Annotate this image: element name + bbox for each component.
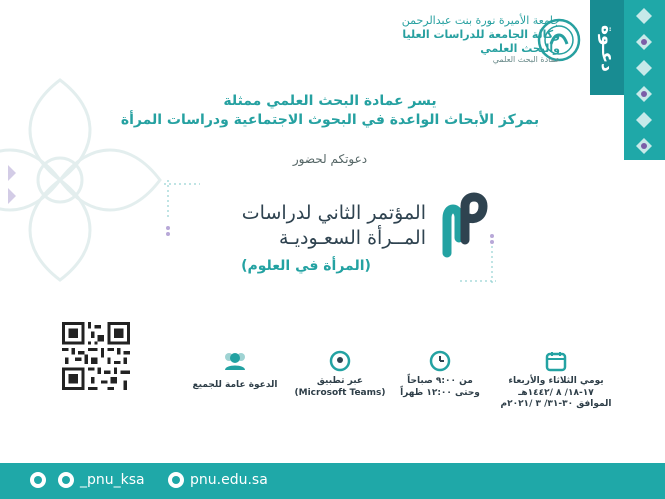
date-line2: ١٧-١٨/ ٨ /١٤٤٢هـ [518, 387, 594, 398]
calendar-icon [545, 350, 567, 372]
time-info [395, 350, 485, 399]
footer-bar [0, 463, 665, 499]
invitation-banner [590, 0, 624, 95]
conference-logo [437, 188, 497, 258]
audience-text: الدعوة عامة للجميع [192, 380, 278, 390]
globe-icon [168, 472, 184, 488]
clock-icon [429, 350, 451, 372]
platform-line2: (Microsoft Teams) [294, 387, 386, 398]
social-handle: _pnu_ksa [80, 472, 145, 488]
social-icon [58, 472, 74, 488]
conference-subtitle: (المرأة في العلوم) [241, 258, 371, 274]
at-icon [30, 472, 46, 488]
decorative-strip [624, 0, 665, 160]
university-line4: عمادة البحث العلمي [492, 55, 560, 65]
footer-website[interactable] [168, 472, 268, 488]
university-line1: جامعة الأميرة نورة بنت عبدالرحمن [401, 14, 560, 27]
invitation-word: دعـوة [597, 24, 617, 72]
date-line1: يومي الثلاثاء والأربعاء [508, 376, 604, 386]
university-name [360, 14, 560, 65]
platform-line1: عبر تطبيق [316, 376, 364, 386]
university-line2: وكالة الجامعة للدراسات العليا [402, 27, 560, 41]
intro-line2: بمركز الأبحاث الواعدة في البحوث الاجتماعية ودراسات المرأة [120, 111, 540, 128]
intro-text [120, 92, 540, 130]
invite-text: دعوتكم لحضور [292, 152, 368, 166]
pattern-decoration [624, 0, 665, 160]
conference-title-line1: المؤتمر الثاني لدراسات [241, 202, 426, 224]
audience-info [185, 350, 285, 392]
intro-line1: يسر عمادة البحث العلمي ممثلة [223, 93, 437, 109]
date-line3: الموافق ٣٠-٣١/ ٣ /٢٠٢١م [500, 399, 612, 410]
group-users-icon [222, 350, 248, 372]
conference-title [186, 201, 426, 250]
time-line2: وحتى ١٢:٠٠ ظهراً [400, 387, 480, 398]
footer-email[interactable] [30, 472, 46, 488]
location-pin-icon [329, 350, 351, 372]
website-url: pnu.edu.sa [190, 472, 268, 488]
qr-code[interactable] [62, 322, 130, 390]
conference-title-line2: المــرأة السعـوديـة [278, 226, 426, 249]
date-info [500, 350, 612, 411]
footer-social[interactable] [58, 472, 145, 488]
university-line3: والبحث العلمي [480, 41, 560, 55]
time-line1: من ٩:٠٠ صباحاً [407, 376, 473, 386]
platform-info [290, 350, 390, 399]
